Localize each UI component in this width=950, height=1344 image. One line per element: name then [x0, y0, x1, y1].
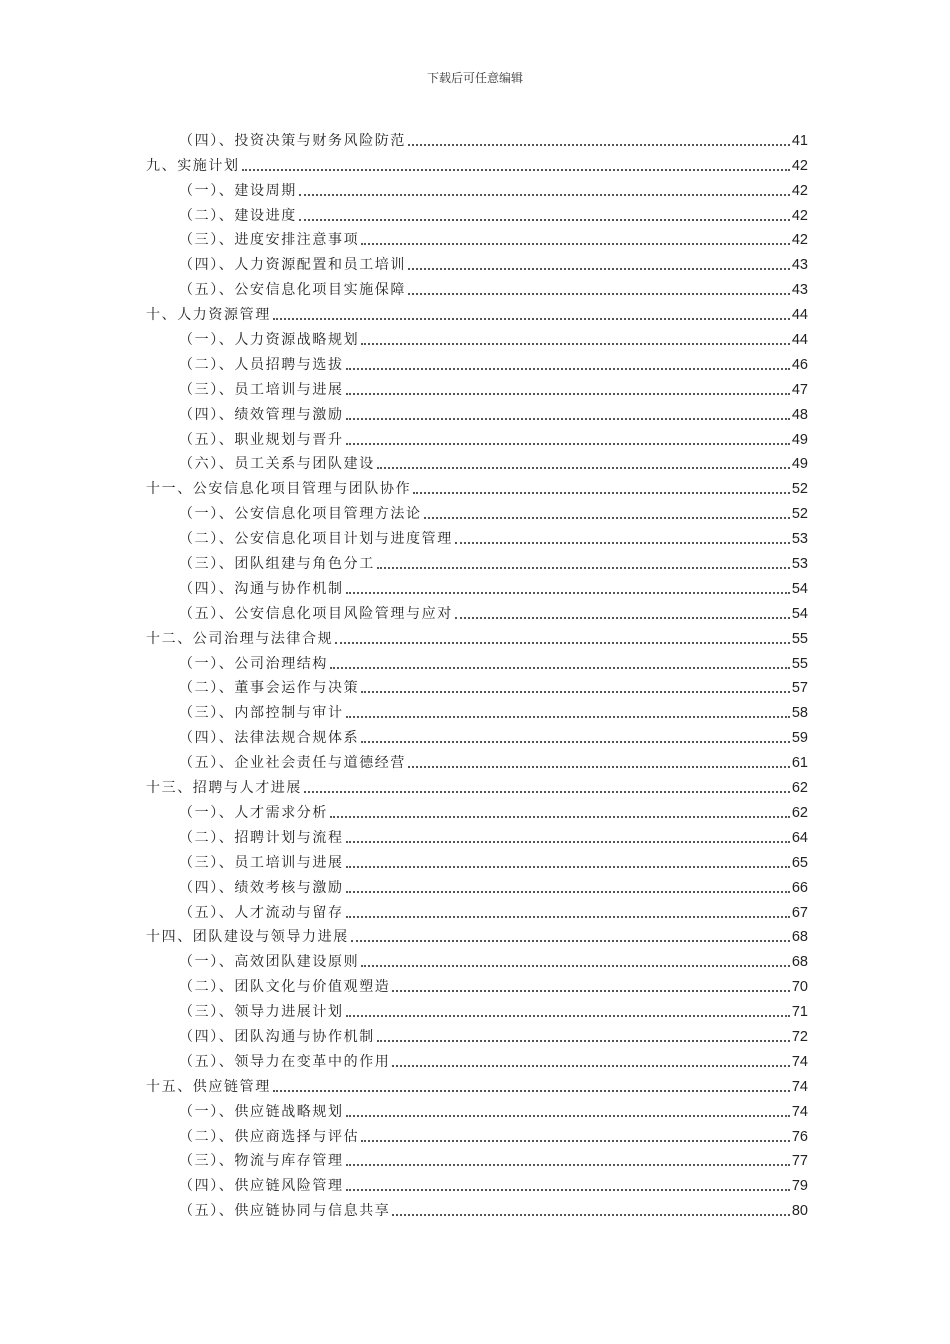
toc-entry-title: （五）、人才流动与留存 [179, 904, 344, 921]
toc-dot-leader [392, 1214, 789, 1216]
toc-page-number: 55 [791, 655, 808, 672]
toc-dot-leader [361, 691, 790, 693]
toc-dot-leader [273, 318, 790, 320]
toc-page-number: 44 [791, 332, 808, 349]
toc-entry-title: （三）、进度安排注意事项 [179, 232, 360, 249]
toc-chapter-entry[interactable] [146, 150, 808, 175]
toc-entry-title: （二）、团队文化与价值观塑造 [179, 979, 391, 996]
toc-dot-leader [273, 1090, 790, 1092]
toc-entry-title: （一）、公安信息化项目管理方法论 [179, 506, 422, 523]
toc-entry-title: （四）、人力资源配置和员工培训 [179, 257, 406, 274]
toc-section-entry[interactable] [146, 1195, 808, 1220]
toc-dot-leader [455, 617, 790, 619]
toc-page-number: 54 [791, 605, 808, 622]
toc-dot-leader [361, 343, 790, 345]
toc-entry-title: （三）、员工培训与进展 [179, 854, 344, 871]
toc-dot-leader [346, 393, 790, 395]
table-of-contents [146, 125, 808, 1220]
toc-entry-title: 十四、团队建设与领导力进展 [146, 929, 349, 946]
toc-page-number: 53 [791, 531, 808, 548]
toc-page-number: 76 [791, 1128, 808, 1145]
toc-page-number: 67 [791, 904, 808, 921]
toc-dot-leader [346, 841, 790, 843]
toc-page-number: 49 [791, 456, 808, 473]
toc-section-entry[interactable] [146, 1146, 808, 1171]
toc-section-entry[interactable] [146, 424, 808, 449]
toc-page-number: 59 [791, 730, 808, 747]
toc-page-number: 42 [791, 232, 808, 249]
toc-section-entry[interactable] [146, 548, 808, 573]
toc-page-number: 74 [791, 1053, 808, 1070]
toc-entry-title: （四）、沟通与协作机制 [179, 580, 344, 597]
toc-section-entry[interactable] [146, 523, 808, 548]
toc-entry-title: 十三、招聘与人才进展 [146, 780, 302, 797]
toc-section-entry[interactable] [146, 449, 808, 474]
toc-section-entry[interactable] [146, 971, 808, 996]
toc-dot-leader [351, 940, 790, 942]
toc-dot-leader [330, 816, 790, 818]
toc-entry-title: （二）、供应商选择与评估 [179, 1128, 360, 1145]
toc-dot-leader [304, 791, 790, 793]
toc-entry-title: 十五、供应链管理 [146, 1078, 271, 1095]
toc-page-number: 42 [791, 157, 808, 174]
toc-page-number: 55 [791, 630, 808, 647]
toc-dot-leader [408, 144, 790, 146]
toc-page-number: 42 [791, 207, 808, 224]
toc-page-number: 64 [791, 829, 808, 846]
toc-entry-title: （五）、供应链协同与信息共享 [179, 1203, 391, 1220]
toc-section-entry[interactable] [146, 274, 808, 299]
toc-section-entry[interactable] [146, 996, 808, 1021]
toc-section-entry[interactable] [146, 1170, 808, 1195]
toc-section-entry[interactable] [146, 722, 808, 747]
toc-entry-title: （五）、公安信息化项目风险管理与应对 [179, 605, 453, 622]
toc-section-entry[interactable] [146, 747, 808, 772]
toc-dot-leader [346, 1015, 790, 1017]
toc-entry-title: （二）、建设进度 [179, 207, 297, 224]
toc-page-number: 42 [791, 182, 808, 199]
toc-entry-title: （一）、人才需求分析 [179, 804, 328, 821]
toc-chapter-entry[interactable] [146, 922, 808, 947]
toc-entry-title: （一）、供应链战略规划 [179, 1103, 344, 1120]
toc-entry-title: （二）、招聘计划与流程 [179, 829, 344, 846]
toc-page-number: 80 [791, 1203, 808, 1220]
toc-entry-title: （五）、职业规划与晋升 [179, 431, 344, 448]
toc-dot-leader [242, 169, 790, 171]
toc-dot-leader [392, 990, 789, 992]
toc-entry-title: （三）、员工培训与进展 [179, 381, 344, 398]
toc-entry-title: （二）、人员招聘与选拔 [179, 356, 344, 373]
toc-page-number: 68 [791, 929, 808, 946]
toc-section-entry[interactable] [146, 573, 808, 598]
toc-entry-title: （二）、公安信息化项目计划与进度管理 [179, 531, 453, 548]
toc-entry-title: （一）、高效团队建设原则 [179, 954, 360, 971]
toc-dot-leader [346, 866, 790, 868]
toc-section-entry[interactable] [146, 1021, 808, 1046]
toc-page-number: 48 [791, 406, 808, 423]
toc-page-number: 62 [791, 804, 808, 821]
toc-dot-leader [361, 1140, 790, 1142]
toc-entry-title: 十、人力资源管理 [146, 307, 271, 324]
toc-page-number: 62 [791, 780, 808, 797]
toc-dot-leader [361, 741, 790, 743]
toc-section-entry[interactable] [146, 673, 808, 698]
toc-section-entry[interactable] [146, 374, 808, 399]
toc-page-number: 58 [791, 705, 808, 722]
toc-chapter-entry[interactable] [146, 299, 808, 324]
toc-entry-title: 十二、公司治理与法律合规 [146, 630, 334, 647]
toc-dot-leader [346, 368, 790, 370]
toc-dot-leader [424, 517, 790, 519]
toc-entry-title: （一）、人力资源战略规划 [179, 332, 360, 349]
toc-section-entry[interactable] [146, 225, 808, 250]
toc-page-number: 54 [791, 580, 808, 597]
toc-entry-title: （五）、公安信息化项目实施保障 [179, 282, 406, 299]
toc-entry-title: （四）、绩效考核与激励 [179, 879, 344, 896]
page-header: 下载后可任意编辑 [426, 71, 523, 85]
toc-dot-leader [408, 293, 790, 295]
toc-page-number: 47 [791, 381, 808, 398]
toc-chapter-entry[interactable] [146, 1071, 808, 1096]
toc-dot-leader [377, 1040, 790, 1042]
toc-section-entry[interactable] [146, 399, 808, 424]
toc-entry-title: （四）、团队沟通与协作机制 [179, 1028, 375, 1045]
toc-section-entry[interactable] [146, 847, 808, 872]
toc-dot-leader [346, 1115, 790, 1117]
toc-chapter-entry[interactable] [146, 473, 808, 498]
toc-page-number: 65 [791, 854, 808, 871]
toc-entry-title: （五）、领导力在变革中的作用 [179, 1053, 391, 1070]
toc-entry-title: （一）、公司治理结构 [179, 655, 328, 672]
toc-dot-leader [346, 1189, 790, 1191]
toc-page-number: 68 [791, 954, 808, 971]
toc-dot-leader [361, 243, 790, 245]
toc-entry-title: （三）、领导力进展计划 [179, 1004, 344, 1021]
toc-section-entry[interactable] [146, 1046, 808, 1071]
toc-section-entry[interactable] [146, 648, 808, 673]
toc-page-number: 46 [791, 356, 808, 373]
toc-dot-leader [346, 443, 790, 445]
toc-entry-title: 九、实施计划 [146, 157, 240, 174]
toc-dot-leader [346, 916, 790, 918]
toc-page-number: 49 [791, 431, 808, 448]
toc-dot-leader [392, 1065, 789, 1067]
toc-dot-leader [330, 667, 790, 669]
toc-dot-leader [377, 467, 790, 469]
toc-section-entry[interactable] [146, 1121, 808, 1146]
toc-dot-leader [408, 766, 790, 768]
toc-dot-leader [299, 219, 790, 221]
toc-page-number: 43 [791, 282, 808, 299]
toc-section-entry[interactable] [146, 797, 808, 822]
toc-page-number: 74 [791, 1078, 808, 1095]
toc-entry-title: （三）、团队组建与角色分工 [179, 556, 375, 573]
toc-page-number: 53 [791, 556, 808, 573]
toc-entry-title: （二）、董事会运作与决策 [179, 680, 360, 697]
toc-section-entry[interactable] [146, 946, 808, 971]
toc-dot-leader [346, 592, 790, 594]
toc-section-entry[interactable] [146, 697, 808, 722]
toc-page-number: 74 [791, 1103, 808, 1120]
toc-entry-title: （四）、法律法规合规体系 [179, 730, 360, 747]
toc-section-entry[interactable] [146, 175, 808, 200]
toc-section-entry[interactable] [146, 1096, 808, 1121]
toc-dot-leader [346, 891, 790, 893]
toc-section-entry[interactable] [146, 498, 808, 523]
toc-dot-leader [346, 1164, 790, 1166]
toc-page-number: 52 [791, 481, 808, 498]
toc-page-number: 77 [791, 1153, 808, 1170]
toc-entry-title: （六）、员工关系与团队建设 [179, 456, 375, 473]
toc-dot-leader [361, 965, 790, 967]
toc-page-number: 57 [791, 680, 808, 697]
toc-dot-leader [455, 542, 790, 544]
toc-dot-leader [377, 567, 790, 569]
toc-dot-leader [346, 418, 790, 420]
toc-section-entry[interactable] [146, 349, 808, 374]
toc-entry-title: （三）、物流与库存管理 [179, 1153, 344, 1170]
toc-entry-title: （三）、内部控制与审计 [179, 705, 344, 722]
toc-section-entry[interactable] [146, 872, 808, 897]
toc-page-number: 44 [791, 307, 808, 324]
toc-page-number: 70 [791, 979, 808, 996]
toc-page-number: 71 [791, 1004, 808, 1021]
toc-entry-title: 十一、公安信息化项目管理与团队协作 [146, 481, 412, 498]
toc-page-number: 66 [791, 879, 808, 896]
toc-dot-leader [346, 716, 790, 718]
toc-page-number: 79 [791, 1178, 808, 1195]
toc-dot-leader [335, 642, 790, 644]
toc-chapter-entry[interactable] [146, 623, 808, 648]
toc-entry-title: （五）、企业社会责任与道德经营 [179, 755, 406, 772]
toc-chapter-entry[interactable] [146, 772, 808, 797]
toc-entry-title: （四）、投资决策与财务风险防范 [179, 132, 406, 149]
toc-dot-leader [299, 194, 790, 196]
toc-section-entry[interactable] [146, 125, 808, 150]
toc-page-number: 41 [791, 132, 808, 149]
toc-entry-title: （一）、建设周期 [179, 182, 297, 199]
toc-dot-leader [408, 268, 790, 270]
toc-entry-title: （四）、绩效管理与激励 [179, 406, 344, 423]
toc-section-entry[interactable] [146, 822, 808, 847]
toc-section-entry[interactable] [146, 249, 808, 274]
toc-page-number: 52 [791, 506, 808, 523]
toc-section-entry[interactable] [146, 200, 808, 225]
toc-dot-leader [413, 492, 790, 494]
toc-page-number: 61 [791, 755, 808, 772]
toc-section-entry[interactable] [146, 324, 808, 349]
toc-section-entry[interactable] [146, 598, 808, 623]
toc-section-entry[interactable] [146, 897, 808, 922]
toc-page-number: 72 [791, 1028, 808, 1045]
toc-entry-title: （四）、供应链风险管理 [179, 1178, 344, 1195]
toc-page-number: 43 [791, 257, 808, 274]
